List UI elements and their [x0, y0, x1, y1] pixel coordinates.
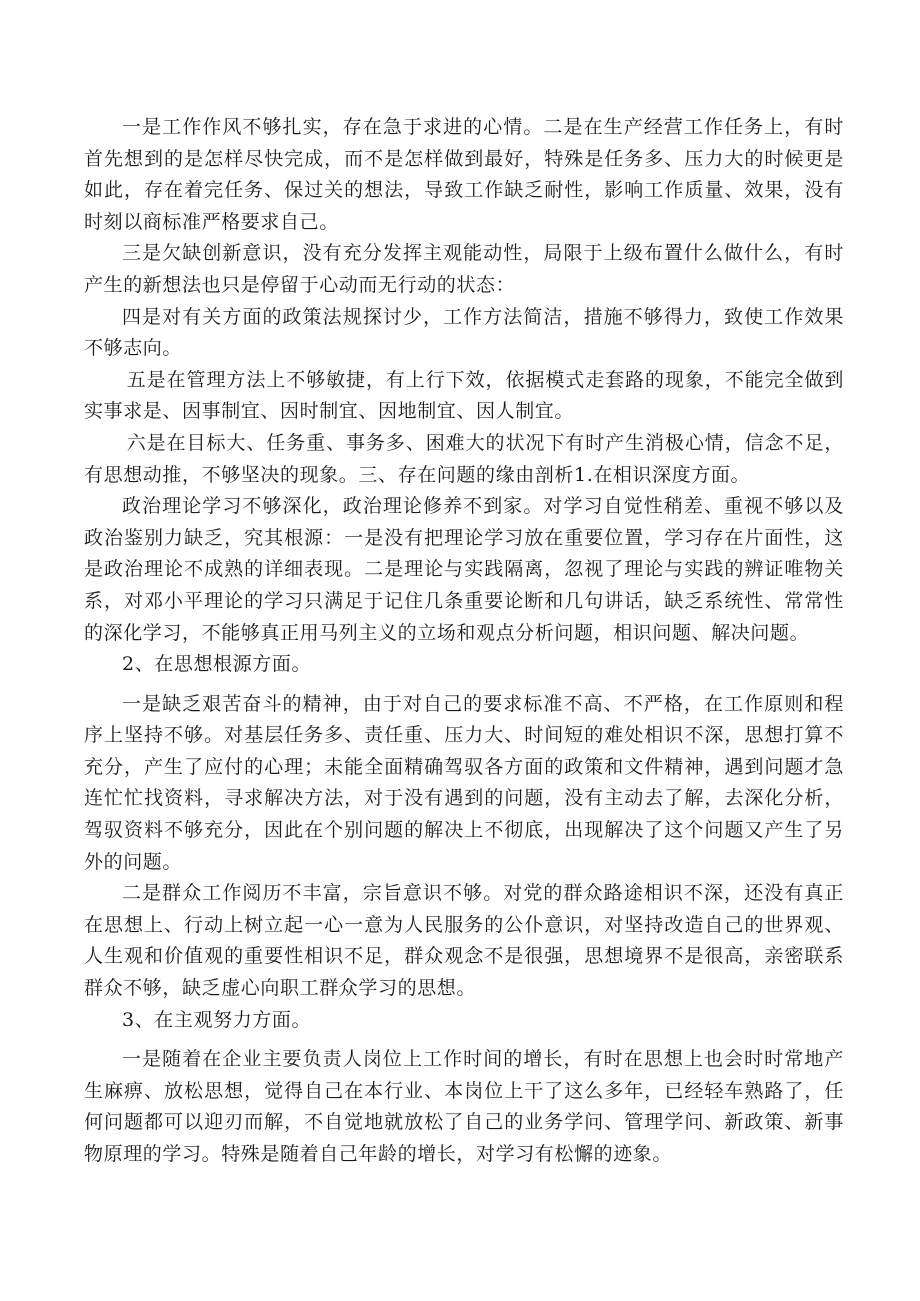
document-body	[84, 112, 844, 1171]
paragraph-negative-mood: 六是在目标大、任务重、事务多、困难大的状况下有时产生消极心情，信念不足，有思想动推，不够坚决的现象。三、存在问题的缘由剖析1.在相识深度方面。	[84, 431, 844, 486]
paragraph-learning-slack: 一是随着在企业主要负责人岗位上工作时间的增长，有时在思想上也会时时常地产生麻痹、放松思想，觉得自己在本行业、本岗位上干了这么多年，已经轻车熟路了，任何问题都可以迎刃而解，不自觉地就放松了自己的业务学问、管理学问、新政策、新事物原理的学习。特殊是随着自己年龄的增长，对学习有松懈的迹象。	[84, 1048, 844, 1165]
paragraph-hard-work-spirit: 一是缺乏艰苦奋斗的精神，由于对自己的要求标准不高、不严格，在工作原则和程序上坚持不够。对基层任务多、责任重、压力大、时间短的难处相识不深，思想打算不充分，产生了应付的心理；未能全面精确驾驭各方面的政策和文件精神，遇到问题才急连忙忙找资料，寻求解决方法，对于没有遇到的问题，没有主动去了解，去深化分析，驾驭资料不够充分，因此在个别问题的解决上不彻底，出现解决了这个问题又产生了另外的问题。	[84, 692, 844, 873]
paragraph-innovation: 三是欠缺创新意识，没有充分发挥主观能动性，局限于上级布置什么做什么，有时产生的新想法也只是停留于心动而无行动的状态：	[84, 242, 844, 296]
paragraph-work-style: 一是工作作风不够扎实，存在急于求进的心情。二是在生产经营工作任务上，有时首先想到的是怎样尽快完成，而不是怎样做到最好，特殊是任务多、压力大的时候更是如此，存在着完任务、保过关的想法，导致工作缺乏耐性，影响工作质量、效果，没有时刻以商标准严格要求自己。	[84, 116, 844, 233]
paragraph-mass-work: 二是群众工作阅历不丰富，宗旨意识不够。对党的群众路途相识不深，还没有真正在思想上、行动上树立起一心一意为人民服务的公仆意识，对坚持改造自己的世界观、人生观和价值观的重要性相识不足，群众观念不是很强，思想境界不是很高，亲密联系群众不够，缺乏虚心向职工群众学习的思想。	[84, 882, 844, 1000]
section-heading-ideological-roots: 2、在思想根源方面。	[122, 653, 312, 676]
paragraph-political-theory: 政治理论学习不够深化，政治理论修养不到家。对学习自觉性稍差、重视不够以及政治鉴别力缺乏，究其根源：一是没有把理论学习放在重要位置，学习存在片面性，这是政治理论不成熟的详细表现。二是理论与实践隔离，忽视了理论与实践的辨证唯物关系，对邓小平理论的学习只满足于记住几条重要论断和几句讲话，缺乏系统性、常常性的深化学习，不能够真正用马列主义的立场和观点分析问题，相识问题、解决问题。	[84, 495, 844, 644]
paragraph-management-method: 五是在管理方法上不够敏捷，有上行下效，依据模式走套路的现象，不能完全做到实事求是、因事制宜、因时制宜、因地制宜、因人制宜。	[84, 368, 844, 423]
section-heading-subjective-effort: 3、在主观努力方面。	[122, 1008, 312, 1031]
paragraph-policy-study: 四是对有关方面的政策法规探讨少，工作方法简洁，措施不够得力，致使工作效果不够志向。	[84, 305, 844, 360]
